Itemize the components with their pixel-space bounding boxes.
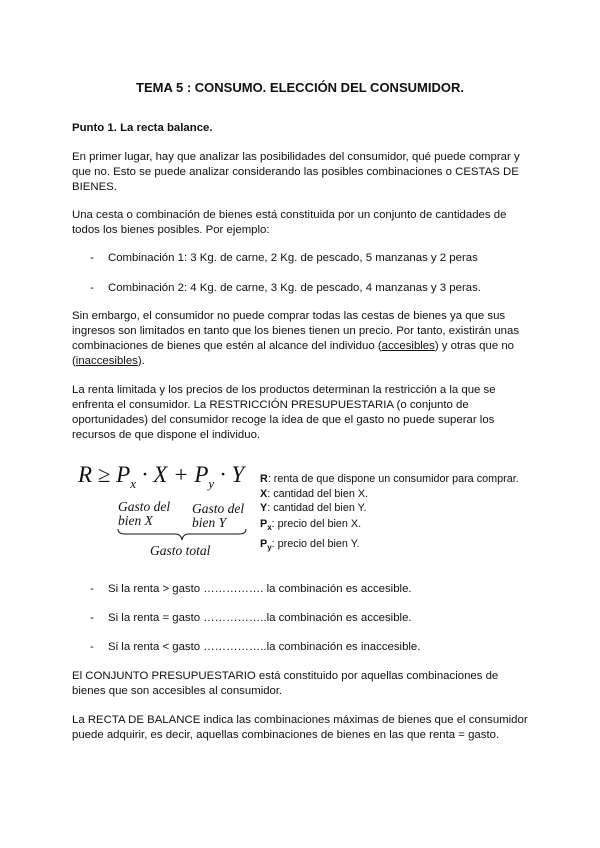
t: bien Y [192,515,227,530]
t: bien X [118,513,153,528]
definition [260,517,361,535]
t: Gasto del [118,499,171,514]
paragraph: El CONJUNTO PRESUPUESTARIO está constituido por aquellas combinaciones de bienes que son accesibles al consumidor. [72,670,499,697]
paragraph: La renta limitada y los precios de los productos determinan la restricción a la que se enfrenta el consumidor. La RESTRICCIÓN PRESUPUESTARIA (o conjunto de oportunidades) del consumidor recoge la idea de que el gasto no puede superar los recursos de que dispone el individuo. [72,384,496,441]
paragraph: En primer lugar, hay que analizar las posibilidades del consumidor, qué puede comprar y que no. Esto se puede analizar considerando las posibles combinaciones o CESTAS DE BIENES. [72,151,520,193]
list-item: Si la renta > gasto ……………. la combinación es accesible. [108,583,412,595]
f: · X + P [136,462,209,487]
section-heading: Punto 1. La recta balance. [72,122,213,134]
text: Sin embargo, el consumidor no puede comprar todas las cestas de bienes ya que sus ingresos son limitados en tanto que los bienes tienen un precio. Por tanto, existirán unas combinaciones de bienes que estén al alcance del individuo ( [72,310,520,352]
list-item: Combinación 1: 3 Kg. de carne, 2 Kg. de pescado, 5 manzanas y 2 peras [108,252,478,264]
list-item: Si la renta = gasto ……………..la combinación es accesible. [108,612,412,624]
v: : precio del bien Y. [271,538,360,550]
f: · Y [214,462,245,487]
paragraph: Una cesta o combinación de bienes está constituida por un conjunto de cantidades de todos los bienes posibles. Por ejemplo: [72,209,507,236]
bullet-dash: - [90,641,94,653]
definition [260,487,368,502]
list-item: Si la renta < gasto ……………..la combinación es inaccesible. [108,641,421,653]
page-title: TEMA 5 : CONSUMO. ELECCIÓN DEL CONSUMIDOR. [136,80,464,95]
underbrace [117,528,247,542]
text: ) y otras que no ( [72,340,514,367]
text: ). [137,355,145,367]
k: R [260,473,268,485]
definition [260,501,366,516]
paragraph: La RECTA DE BALANCE indica las combinaciones máximas de bienes que el consumidor puede adquirir, es decir, aquellas combinaciones de bienes en las que renta = gasto. [72,714,528,741]
v: : renta de que dispone un consumidor para comprar. [267,473,519,485]
definition [260,472,519,487]
f: x [130,476,137,491]
label-gasto-x [118,500,170,528]
k: P [260,518,268,530]
label-gasto-total: Gasto total [150,543,211,558]
v: : cantidad del bien Y. [267,502,367,514]
bullet-dash: - [90,612,94,624]
bullet-dash: - [90,583,94,595]
s: x [267,523,272,533]
budget-formula [78,462,244,497]
label-gasto-y [192,502,244,530]
f: R ≥ P [78,462,131,487]
k: Y [260,502,268,514]
underlined-term: inaccesibles [75,355,138,367]
t: Gasto del [192,501,245,516]
f: y [208,476,215,491]
underlined-term: accesibles [381,340,435,352]
k: X [260,488,268,500]
definition [260,537,360,555]
v: : cantidad del bien X. [267,488,369,500]
bullet-dash: - [90,252,94,264]
v: : precio del bien X. [271,518,362,530]
paragraph [72,309,534,369]
list-item: Combinación 2: 4 Kg. de carne, 3 Kg. de pescado, 4 manzanas y 3 peras. [108,282,481,294]
k: P [260,538,268,550]
bullet-dash: - [90,282,94,294]
s: y [267,543,272,553]
